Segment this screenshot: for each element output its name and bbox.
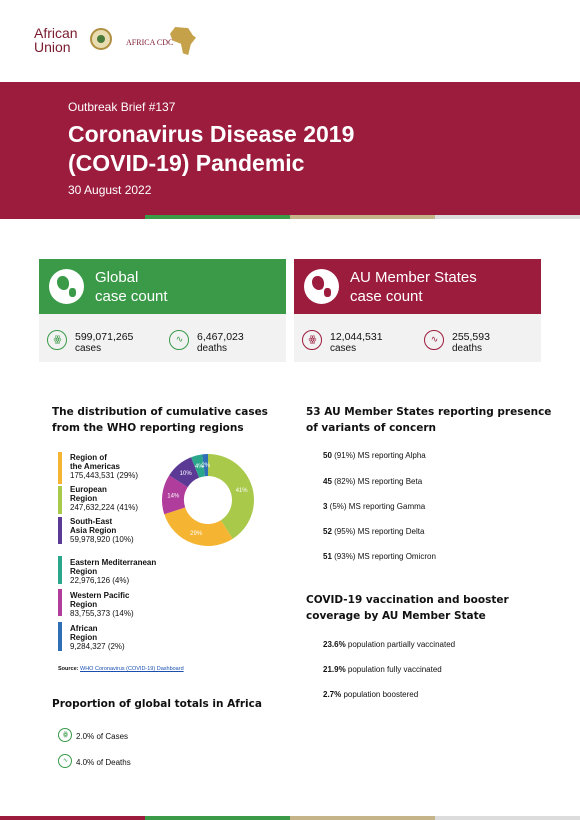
region-donut-chart [160, 452, 256, 548]
heartbeat-icon: ∿ [58, 754, 72, 768]
au-cases-value: 12,044,531 [330, 331, 383, 343]
variant-item: 45 (82%) MS reporting Beta [323, 477, 423, 486]
variant-item: 52 (95%) MS reporting Delta [323, 527, 425, 536]
legend-item-wpr: Western Pacific Region 83,755,373 (14%) [70, 591, 134, 618]
globe-icon [304, 269, 339, 304]
vaccination-item: 21.9% population fully vaccinated [323, 665, 442, 674]
africa-deaths-share: 4.0% of Deaths [76, 758, 131, 767]
source-note: Source: WHO Coronavirus (COVID-19) Dashboard [58, 666, 184, 672]
donut-slice-label: 2% [201, 463, 211, 470]
legend-item-emr: Eastern Mediterranean Region 22,976,126 (4%) [70, 558, 157, 585]
donut-slice-label: 29% [190, 530, 203, 537]
donut-slice-label: 10% [179, 471, 192, 478]
au-card-title: AU Member States case count [350, 269, 477, 305]
people-icon: ꙮ [47, 330, 67, 350]
legend-item-europe: European Region 247,632,224 (41%) [70, 485, 139, 512]
legend-swatch [58, 452, 62, 484]
brief-number: Outbreak Brief #137 [68, 100, 176, 114]
donut-slice [164, 507, 232, 546]
global-deaths-value: 6,467,023 [197, 331, 244, 343]
vaccination-title: COVID-19 vaccination and booster coverage by AU Member State [306, 594, 509, 622]
legend-item-americas: Region of the Americas 175,443,531 (29%) [70, 453, 139, 480]
au-card-header [294, 259, 541, 314]
vaccination-item: 23.6% population partially vaccinated [323, 640, 456, 649]
legend-item-africa: African Region 9,284,327 (2%) [70, 624, 125, 651]
heartbeat-icon: ∿ [424, 330, 444, 350]
legend-swatch [58, 556, 62, 584]
donut-slice-label: 41% [235, 488, 248, 495]
variant-item: 50 (91%) MS reporting Alpha [323, 451, 426, 460]
variants-title: 53 AU Member States reporting presence of variants of concern [306, 406, 552, 434]
brief-date: 30 August 2022 [68, 183, 152, 197]
au-deaths-value: 255,593 [452, 331, 490, 343]
au-cases-label: cases [330, 343, 357, 354]
global-deaths-label: deaths [197, 343, 228, 354]
africa-share-title: Proportion of global totals in Africa [52, 698, 262, 710]
african-union-logo: African Union [34, 25, 78, 55]
color-stripe-bottom [0, 816, 580, 820]
heartbeat-icon: ∿ [169, 330, 189, 350]
people-icon: ꙮ [302, 330, 322, 350]
legend-swatch [58, 517, 62, 544]
page-title: Coronavirus Disease 2019 (COVID-19) Pandemic [68, 121, 355, 176]
legend-swatch [58, 486, 62, 514]
legend-swatch [58, 622, 62, 651]
au-deaths-label: deaths [452, 343, 483, 354]
global-cases-value: 599,071,265 [75, 331, 134, 343]
source-link[interactable]: WHO Coronavirus (COVID-19) Dashboard [80, 666, 184, 672]
people-icon: ꙮ [58, 728, 72, 742]
global-cases-label: cases [75, 343, 102, 354]
distribution-title: The distribution of cumulative cases from the WHO reporting regions [52, 406, 268, 434]
donut-slice-label: 4% [194, 464, 204, 471]
africa-map-icon [170, 27, 196, 55]
donut-slice-label: 14% [167, 493, 180, 500]
color-stripe-top [0, 215, 580, 219]
legend-item-sea: South-East Asia Region 59,978,920 (10%) [70, 517, 134, 544]
legend-swatch [58, 589, 62, 616]
vaccination-item: 2.7% population boostered [323, 690, 419, 699]
africa-cases-share: 2.0% of Cases [76, 732, 129, 741]
global-card-body [39, 314, 286, 362]
variant-item: 51 (93%) MS reporting Omicron [323, 552, 436, 561]
africa-cdc-logo: AFRICA CDC [126, 38, 174, 47]
global-card-title: Global case count [95, 269, 168, 305]
globe-icon [49, 269, 84, 304]
global-card-header [39, 259, 286, 314]
au-card-body [294, 314, 541, 362]
variant-item: 3 (5%) MS reporting Gamma [323, 502, 426, 511]
au-seal-icon [90, 28, 112, 50]
logo-bar [0, 0, 580, 82]
